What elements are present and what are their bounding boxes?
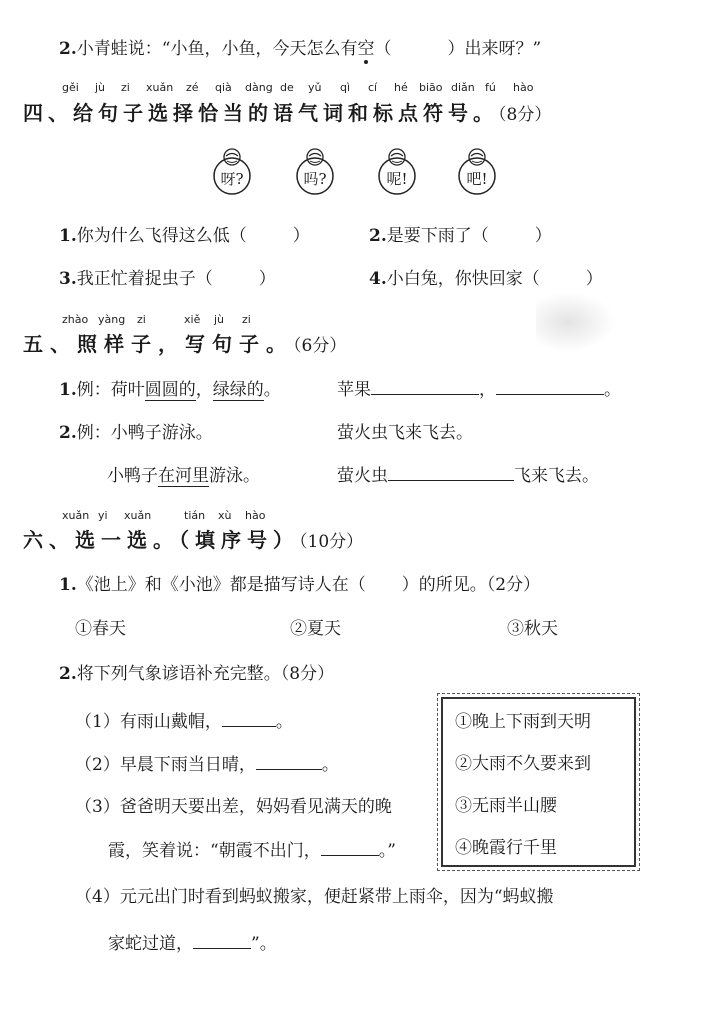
question-number: 2. xyxy=(59,39,77,59)
bubble-label: 呀? xyxy=(220,170,244,188)
question-2-line xyxy=(59,34,541,59)
section-title-text: 六、选一选。（填序号） xyxy=(23,528,299,552)
paren-open: （ xyxy=(374,39,392,59)
section-score: （6分） xyxy=(293,336,347,356)
sec6-question-2 xyxy=(59,659,334,684)
pinyin: de xyxy=(280,81,294,94)
proverb-options-box xyxy=(441,697,636,867)
example-text: 小鸭子 xyxy=(107,466,158,486)
sec4-item-3 xyxy=(59,264,276,289)
example-text: ， xyxy=(195,380,213,400)
option-3: ③秋天 xyxy=(507,619,558,639)
pinyin: hào xyxy=(513,81,534,94)
pinyin: zi xyxy=(137,313,146,326)
sec4-item-4 xyxy=(369,264,603,289)
item-number: 2. xyxy=(369,226,387,246)
example-underlined: 圆圆的 xyxy=(144,380,196,400)
pinyin: qià xyxy=(215,81,232,94)
item-end: 。 xyxy=(275,712,293,732)
task-comma: ， xyxy=(479,380,496,400)
pinyin: dàng xyxy=(245,81,273,94)
example-label: 例： xyxy=(76,380,111,400)
ink-smudge xyxy=(536,292,616,352)
example-text: 。 xyxy=(263,380,281,400)
question-text: 《池上》和《小池》都是描写诗人在（ xyxy=(76,575,366,595)
speech-bubble-option xyxy=(292,146,338,192)
section-score: （10分） xyxy=(299,532,364,552)
item-text: 有雨山戴帽， xyxy=(119,712,222,732)
sec5-task-1 xyxy=(337,375,621,400)
item-text: 爸爸明天要出差，妈妈看见满天的晚 xyxy=(119,797,392,817)
answer-line[interactable] xyxy=(321,837,379,856)
pinyin: qì xyxy=(340,81,351,94)
sec5-example-2b xyxy=(107,461,260,486)
item-text: 早晨下雨当日晴， xyxy=(119,755,256,775)
pinyin: xù xyxy=(218,509,232,522)
item-number: （2） xyxy=(75,755,120,775)
paren-close: ） xyxy=(292,226,310,246)
sec6-question-1 xyxy=(59,570,540,595)
section-4-title xyxy=(23,97,551,126)
item-end: 。 xyxy=(321,755,339,775)
answer-line[interactable] xyxy=(193,930,251,949)
pinyin: xuǎn xyxy=(62,509,90,522)
item-text: 小白兔，你快回家（ xyxy=(386,269,540,289)
item-number: 1. xyxy=(59,226,77,246)
example-label: 例： xyxy=(76,423,111,443)
answer-line[interactable] xyxy=(496,376,604,395)
pinyin: fú xyxy=(485,81,496,94)
item-number: （1） xyxy=(75,712,120,732)
section-title-text: 五、照样子，写句子。 xyxy=(23,332,293,356)
section-4-pinyin xyxy=(62,81,542,95)
bubble-label: 吧! xyxy=(466,170,488,188)
item-text: 家蛇过道， xyxy=(108,934,193,954)
paren-close: ） xyxy=(258,269,276,289)
paren-close: ） xyxy=(447,39,465,59)
answer-line[interactable] xyxy=(222,708,276,727)
item-number: 4. xyxy=(369,269,387,289)
proverb-item-2 xyxy=(75,750,339,775)
pinyin: xuǎn xyxy=(146,81,174,94)
proverb-item-1 xyxy=(75,707,293,732)
proverb-item-3 xyxy=(75,792,392,817)
item-text: 是要下雨了（ xyxy=(386,226,489,246)
section-title-text: 四、给句子选择恰当的语气词和标点符号。 xyxy=(23,101,498,125)
pinyin: gěi xyxy=(62,81,79,94)
pinyin: diǎn xyxy=(451,81,475,94)
item-end: ”。 xyxy=(251,934,277,954)
pinyin: yi xyxy=(98,509,108,522)
task-text: 萤火虫飞来飞去。 xyxy=(337,423,473,443)
example-text: 荷叶 xyxy=(110,380,145,400)
item-number: 1. xyxy=(59,380,77,400)
proverb-item-4-cont xyxy=(108,929,277,954)
proverb-item-4 xyxy=(75,882,554,907)
item-number: 3. xyxy=(59,269,77,289)
pinyin: jù xyxy=(214,313,225,326)
bubble-label: 呢! xyxy=(386,170,408,188)
pinyin: hào xyxy=(245,509,266,522)
pinyin: tián xyxy=(184,509,206,522)
item-number: 2. xyxy=(59,664,77,684)
item-number: （3） xyxy=(75,797,120,817)
pinyin: zi xyxy=(121,81,130,94)
proverb-item-3-cont xyxy=(108,836,396,861)
section-score: （8分） xyxy=(498,105,552,125)
sec5-task-2 xyxy=(337,418,473,443)
option-1: ①春天 xyxy=(75,619,126,639)
section-5-title xyxy=(23,328,346,357)
pinyin: xiě xyxy=(184,313,201,326)
pinyin: zi xyxy=(242,313,251,326)
paren-close: ） xyxy=(585,269,603,289)
example-underlined: 在河里 xyxy=(158,466,209,486)
task-subject: 萤火虫 xyxy=(337,466,388,486)
pinyin: yàng xyxy=(98,313,126,326)
sec5-example-1 xyxy=(59,375,281,400)
pinyin: xuǎn xyxy=(124,509,152,522)
item-text: 元元出门时看到蚂蚁搬家，便赶紧带上雨伞，因为“蚂蚁搬 xyxy=(119,887,554,907)
box-option-1: ①晚上下雨到天明 xyxy=(455,712,591,732)
emphasis-char: 空 xyxy=(357,39,375,59)
pinyin: zhào xyxy=(62,313,89,326)
pinyin: biāo xyxy=(419,81,443,94)
pinyin: hé xyxy=(394,81,408,94)
answer-line[interactable] xyxy=(388,462,514,481)
box-option-4: ④晚霞行千里 xyxy=(455,838,557,858)
option-2: ②夏天 xyxy=(290,619,341,639)
example-text: 小鸭子游泳。 xyxy=(110,423,213,443)
sec5-task-2b xyxy=(337,461,599,486)
sec5-example-2 xyxy=(59,418,213,443)
question-text-end: ）的所见。（2分） xyxy=(401,575,541,595)
speech-bubble-option xyxy=(374,146,420,192)
item-text: 霞，笑着说：“朝霞不出门， xyxy=(108,841,321,861)
answer-line[interactable] xyxy=(371,376,479,395)
task-text: 飞来飞去。 xyxy=(514,466,599,486)
example-underlined: 绿绿的 xyxy=(212,380,264,400)
section-6-title xyxy=(23,524,363,553)
speech-bubble-option xyxy=(454,146,500,192)
section-6-pinyin xyxy=(62,509,302,523)
paren-close: ） xyxy=(534,226,552,246)
sec4-item-1 xyxy=(59,221,310,246)
question-text: 将下列气象谚语补充完整。（8分） xyxy=(76,664,335,684)
pinyin: yǔ xyxy=(308,81,322,94)
example-text: 游泳。 xyxy=(209,466,260,486)
item-end: 。” xyxy=(378,841,396,861)
task-subject: 苹果 xyxy=(337,380,371,400)
box-option-3: ③无雨半山腰 xyxy=(455,796,557,816)
item-number: 2. xyxy=(59,423,77,443)
bubble-label: 吗? xyxy=(303,170,327,188)
question-text-end: 出来呀？” xyxy=(464,39,542,59)
answer-line[interactable] xyxy=(256,751,322,770)
item-text: 我正忙着捉虫子（ xyxy=(76,269,213,289)
section-5-pinyin xyxy=(62,313,282,327)
item-number: （4） xyxy=(75,887,120,907)
item-number: 1. xyxy=(59,575,77,595)
speech-bubble-option xyxy=(209,146,255,192)
box-option-2: ②大雨不久要来到 xyxy=(455,754,591,774)
question-text: 小青蛙说：“小鱼，小鱼，今天怎么有 xyxy=(76,39,358,59)
pinyin: cí xyxy=(368,81,378,94)
item-text: 你为什么飞得这么低（ xyxy=(76,226,247,246)
sec4-item-2 xyxy=(369,221,552,246)
task-end: 。 xyxy=(604,380,621,400)
pinyin: jù xyxy=(95,81,106,94)
pinyin: zé xyxy=(186,81,199,94)
